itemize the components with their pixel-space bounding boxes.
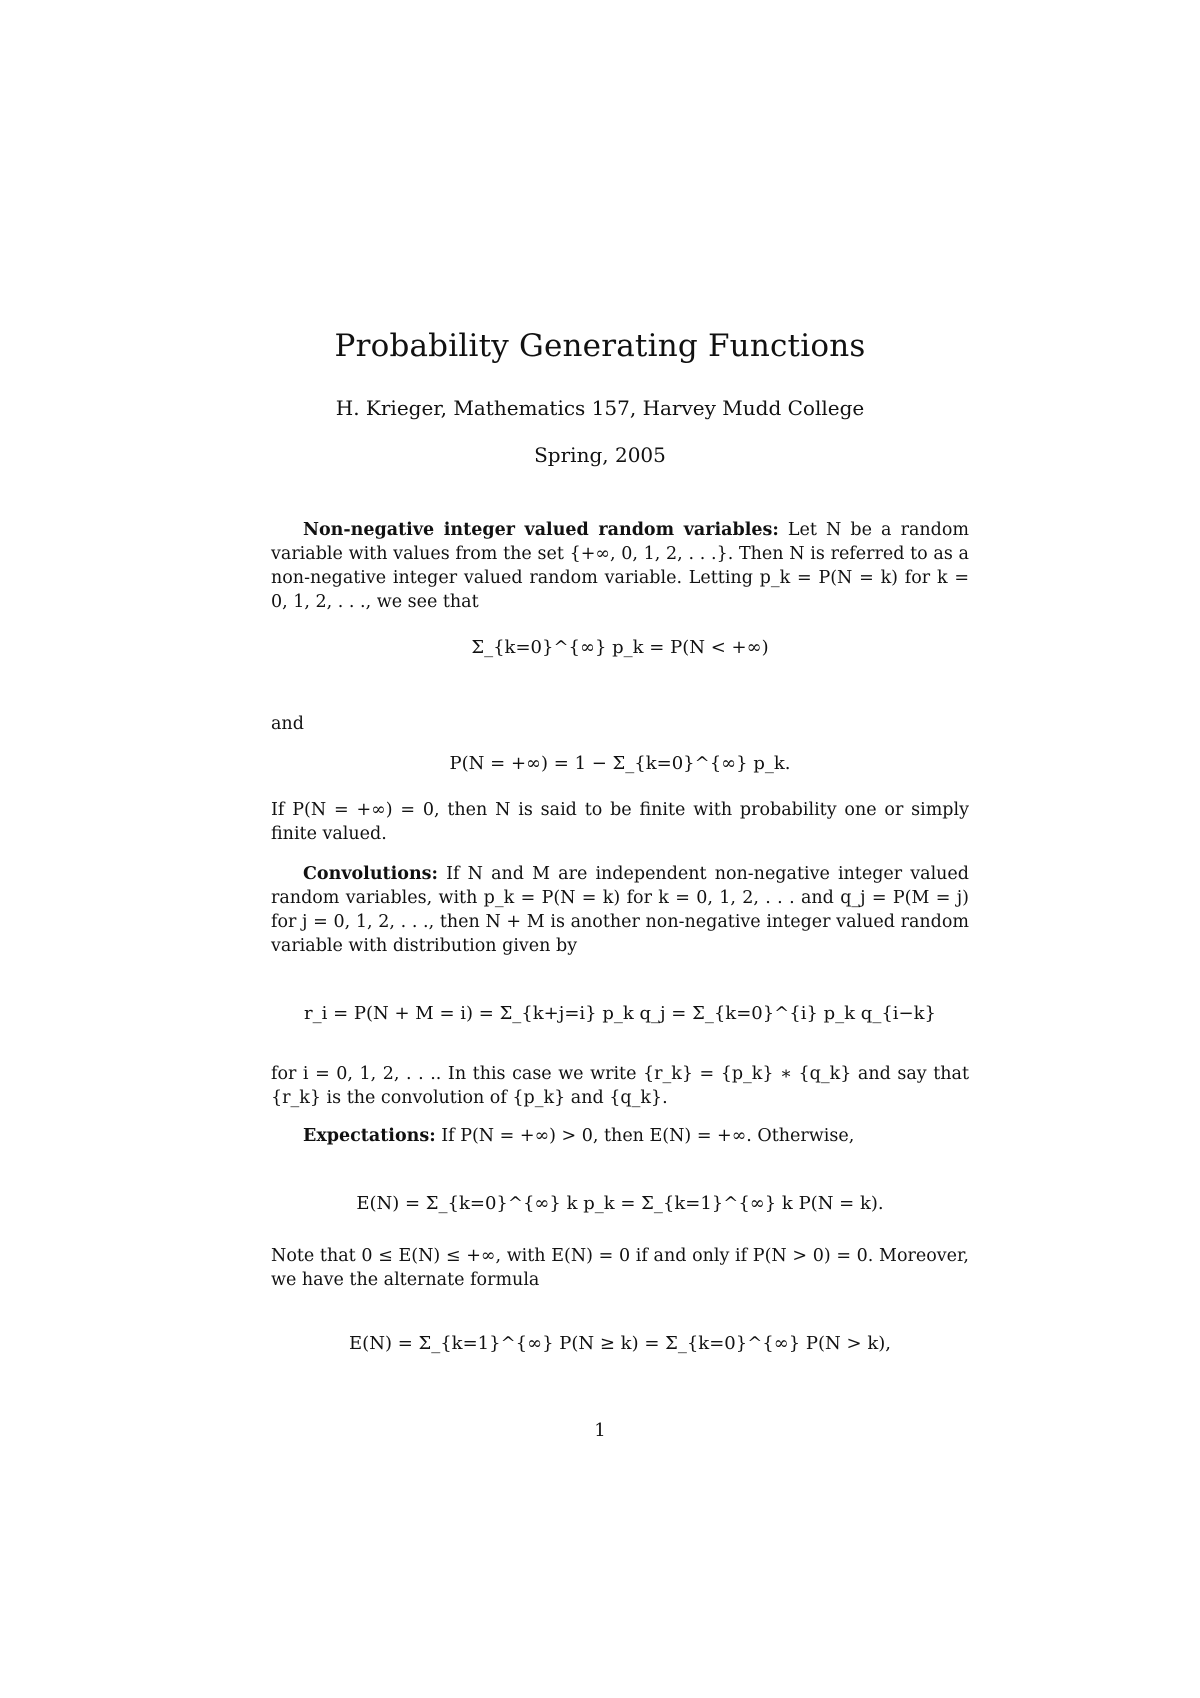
equation-alternate-formula-text: E(N) = Σ_{k=1}^{∞} P(N ≥ k) = Σ_{k=0}^{∞} P(N > k), [349,1333,891,1354]
equation-convolution-text: r_i = P(N + M = i) = Σ_{k+j=i} p_k q_j = Σ_{k=0}^{i} p_k q_{i−k} [304,1003,936,1024]
page-number: 1 [594,1420,606,1441]
convolution-definition-paragraph: for i = 0, 1, 2, . . .. In this case we write {r_k} = {p_k} ∗ {q_k} and say that {r_k} is the convolution of {p_k} and {q_k}. [271,1064,969,1108]
page-title: Probability Generating Functions [334,328,866,364]
equation-p-infinite-text: P(N = +∞) = 1 − Σ_{k=0}^{∞} p_k. [449,753,791,774]
expectations-paragraph [271,1124,969,1148]
date-line: Spring, 2005 [534,443,666,467]
author-line: H. Krieger, Mathematics 157, Harvey Mudd College [335,396,865,420]
equation-p-infinite [271,752,969,776]
expectations-heading: Expectations: [303,1126,436,1146]
nonneg-heading: Non-negative integer valued random variables: [303,520,779,540]
convolutions-paragraph [271,862,969,958]
equation-sum-pk-text: Σ_{k=0}^{∞} p_k = P(N < +∞) [471,637,769,658]
expectations-text: If P(N = +∞) > 0, then E(N) = +∞. Otherwise, [441,1126,855,1146]
equation-alternate-formula [271,1332,969,1356]
and-word: and [271,714,304,734]
equation-expectation-text: E(N) = Σ_{k=0}^{∞} k p_k = Σ_{k=1}^{∞} k P(N = k). [356,1193,884,1214]
finite-paragraph: If P(N = +∞) = 0, then N is said to be finite with probability one or simply finite valued. [271,800,969,844]
nonneg-text: Let N be a random variable with values from the set {+∞, 0, 1, 2, . . .}. Then N is referred to as a non-negative integer valued random variable. Letting p_k = P(N = k) for k = 0, 1, 2, . . ., we see that [271,520,969,612]
equation-expectation [271,1192,969,1216]
convolutions-heading: Convolutions: [303,864,438,884]
convolutions-text: If N and M are independent non-negative integer valued random variables, with p_k = P(N = k) for k = 0, 1, 2, . . . and q_j = P(M = j) for j = 0, 1, 2, . . ., then N + M is another non-negative integer valued random variable with distribution given by [271,864,969,956]
expectation-note-paragraph: Note that 0 ≤ E(N) ≤ +∞, with E(N) = 0 if and only if P(N > 0) = 0. Moreover, we have the alternate formula [271,1246,969,1290]
equation-sum-pk [271,636,969,660]
nonneg-paragraph [271,518,969,614]
equation-convolution [271,1002,969,1026]
